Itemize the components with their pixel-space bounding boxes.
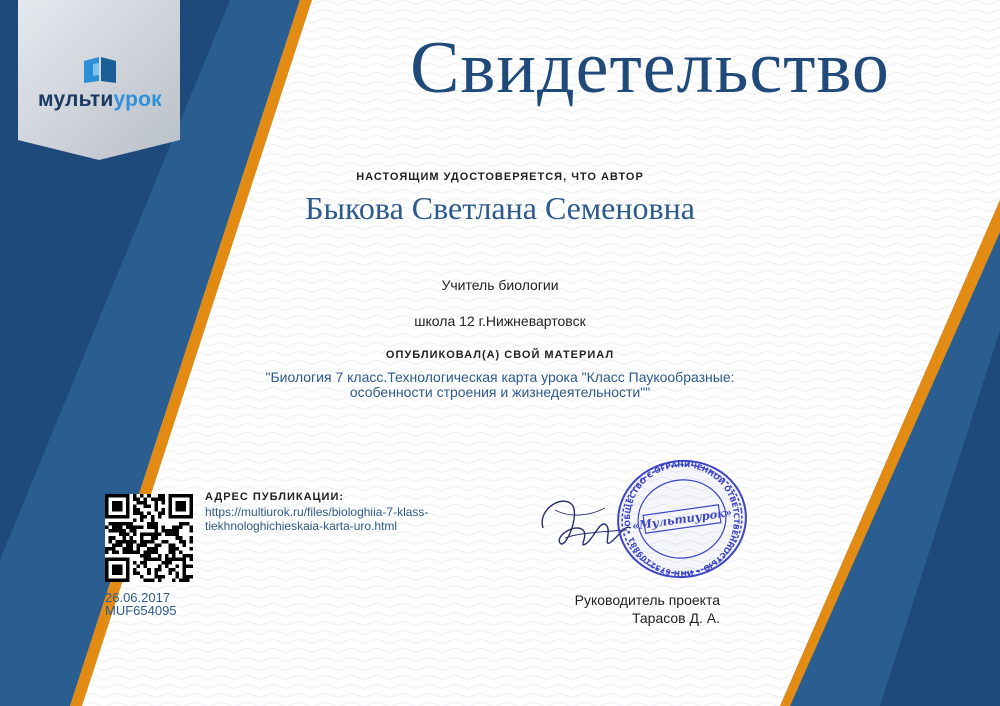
signatory-name: Тарасов Д. А. <box>631 610 720 626</box>
certify-line: НАСТОЯЩИМ УДОСТОВЕРЯЕТСЯ, ЧТО АВТОР <box>356 171 644 183</box>
publication-address-label: АДРЕС ПУБЛИКАЦИИ: <box>205 491 345 503</box>
stamp-center-text: «Мультиурок» <box>631 505 733 533</box>
material-title <box>190 370 810 400</box>
material-title-line2: особенности строения и жизнедеятельности"" <box>349 384 651 400</box>
company-stamp <box>614 458 750 580</box>
publication-url-line2: tiekhnologhichieskaia-karta-uro.html <box>205 519 398 533</box>
material-title-line1: "Биология 7 класс.Технологическая карта урока "Класс Паукообразные: <box>265 369 735 385</box>
publication-code: MUF654095 <box>105 603 177 618</box>
publication-date: 26.06.2017 <box>105 590 171 605</box>
publication-url-line1: https://multiurok.ru/files/biologhiia-7-klass- <box>205 505 429 519</box>
signatory-role: Руководитель проекта <box>574 592 720 608</box>
author-name: Быкова Светлана Семеновна <box>305 190 695 226</box>
book-logo-icon <box>82 55 118 85</box>
author-organization: школа 12 г.Нижневартовск <box>414 313 586 329</box>
brand-logo: мультиурок <box>38 88 162 111</box>
qr-code <box>105 494 193 582</box>
published-line: ОПУБЛИКОВАЛ(А) СВОЙ МАТЕРИАЛ <box>385 349 615 361</box>
certificate-title: Свидетельство <box>410 27 890 109</box>
stamp-ring-text: ОБЩЕСТВО С ОГРАНИЧЕННОЙ ОТВЕТСТВЕННОСТЬЮ • ИНН 6732109881 • <box>622 459 742 579</box>
publication-url[interactable] <box>205 505 525 533</box>
author-position: Учитель биологии <box>441 277 559 293</box>
